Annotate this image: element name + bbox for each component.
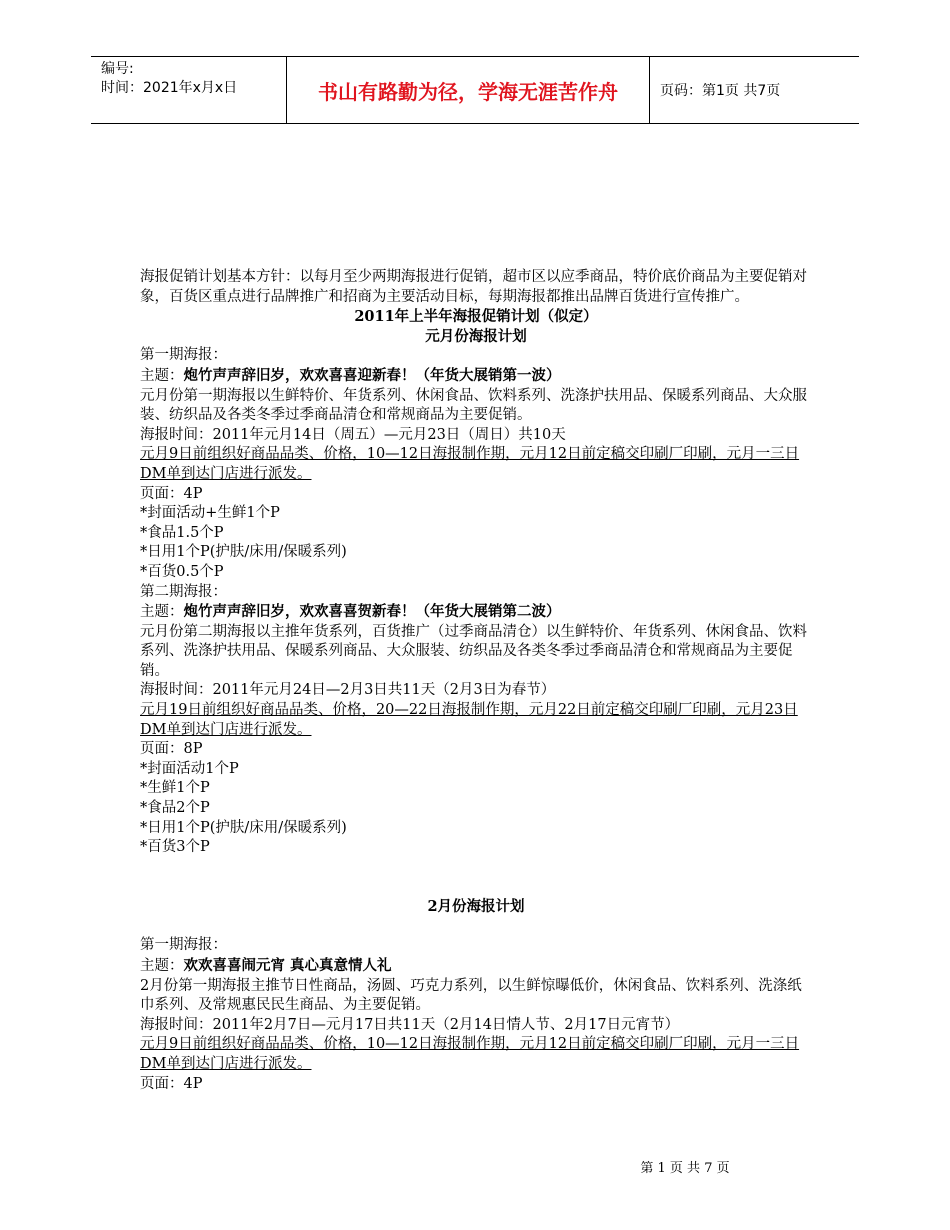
time-label: 时间：2021年x月x日 <box>101 80 238 96</box>
header-table <box>91 56 859 124</box>
theme-prefix: 主题： <box>140 604 184 621</box>
list-item: *日用1个P(护肤/床用/保暖系列) <box>140 544 347 561</box>
issue-label: 第一期海报： <box>140 347 227 364</box>
list-item: *日用1个P(护肤/床用/保暖系列) <box>140 819 347 836</box>
list-item: *食品2个P <box>140 800 210 817</box>
page-footer <box>0 1157 950 1176</box>
issue-label: 第一期海报： <box>140 937 227 954</box>
theme-text: 欢欢喜喜闹元宵 真心真意情人礼 <box>183 957 392 974</box>
issue-time: 海报时间：2011年元月24日—2月3日共11天（2月3日为春节） <box>140 682 556 699</box>
theme-line <box>140 956 812 977</box>
list-item: *封面活动+生鲜1个P <box>140 505 280 522</box>
spacer <box>140 858 812 897</box>
intro-paragraph: 海报促销计划基本方针：以每月至少两期海报进行促销，超市区以应季商品，特价底价商品为主要促销对象，百货区重点进行品牌推广和招商为主要活动目标，每期海报都推出品牌百货进行宣传推广。 <box>140 269 807 305</box>
list-item: *百货0.5个P <box>140 563 224 580</box>
issue-description: 2月份第一期海报主推节日性商品，汤圆、巧克力系列，以生鲜惊曝低价，休闲食品、饮料系列、洗涤纸巾系列、及常规惠民民生商品、为主要促销。 <box>140 977 802 1014</box>
theme-prefix: 主题： <box>140 958 184 974</box>
number-label: 编号: <box>101 61 134 77</box>
header-meta <box>91 57 287 123</box>
issue-pages: 页面：4P <box>140 485 203 502</box>
theme-text: 炮竹声声辞旧岁，欢欢喜喜迎新春！（年货大展销第一波） <box>183 366 561 384</box>
issue-description: 元月份第二期海报以主推年货系列，百货推广（过季商品清仓）以生鲜特价、年货系列、休闲食品、饮料系列、洗涤护扶用品、保暖系列商品、大众服装、纺织品及各类冬季过季商品清仓和常规商品为主要促销。 <box>140 623 807 679</box>
issue-label: 第二期海报： <box>140 583 227 600</box>
issue-time: 海报时间：2011年元月14日（周五）—元月23日（周日）共10天 <box>140 426 566 443</box>
document-title: 2011年上半年海报促销计划（似定） <box>354 308 598 326</box>
theme-line <box>140 366 812 387</box>
list-item: *封面活动1个P <box>140 760 239 777</box>
list-item: *食品1.5个P <box>140 524 224 541</box>
issue-schedule: 元月9日前组织好商品品类、价格，10—12日海报制作期，元月12日前定稿交印刷厂印刷，元月一三日DM单到达门店进行派发。 <box>140 1036 800 1072</box>
footer-page-number: 第 1 页 共 7 页 <box>640 1161 730 1176</box>
theme-prefix: 主题： <box>140 367 184 384</box>
header-motto: 书山有路勤为径，学海无涯苦作舟 <box>287 57 650 123</box>
issue-schedule: 元月9日前组织好商品品类、价格，10—12日海报制作期，元月12日前定稿交印刷厂印刷，元月一三日DM单到达门店进行派发。 <box>140 446 800 482</box>
theme-line <box>140 602 812 623</box>
spacer <box>140 916 812 936</box>
theme-text: 炮竹声声辞旧岁，欢欢喜喜贺新春！（年货大展销第二波） <box>183 603 561 621</box>
issue-time: 海报时间：2011年2月7日—元月17日共11天（2月14日情人节、2月17日元宵节） <box>140 1016 680 1033</box>
issue-schedule: 元月19日前组织好商品品类、价格，20—22日海报制作期，元月22日前定稿交印刷厂印刷，元月23日DM单到达门店进行派发。 <box>140 702 798 738</box>
issue-pages: 页面：4P <box>140 1075 203 1092</box>
section-title-jan: 元月份海报计划 <box>425 327 527 345</box>
section-title-feb: 2月份海报计划 <box>427 897 525 915</box>
header-page-label: 页码：第1页 共7页 <box>660 83 781 99</box>
issue-description: 元月份第一期海报以生鲜特价、年货系列、休闲食品、饮料系列、洗涤护扶用品、保暖系列商品、大众服装、纺织品及各类冬季过季商品清仓和常规商品为主要促销。 <box>140 387 807 424</box>
issue-pages: 页面：8P <box>140 741 203 758</box>
list-item: *百货3个P <box>140 839 210 856</box>
document-body <box>140 268 812 1094</box>
list-item: *生鲜1个P <box>140 780 210 797</box>
